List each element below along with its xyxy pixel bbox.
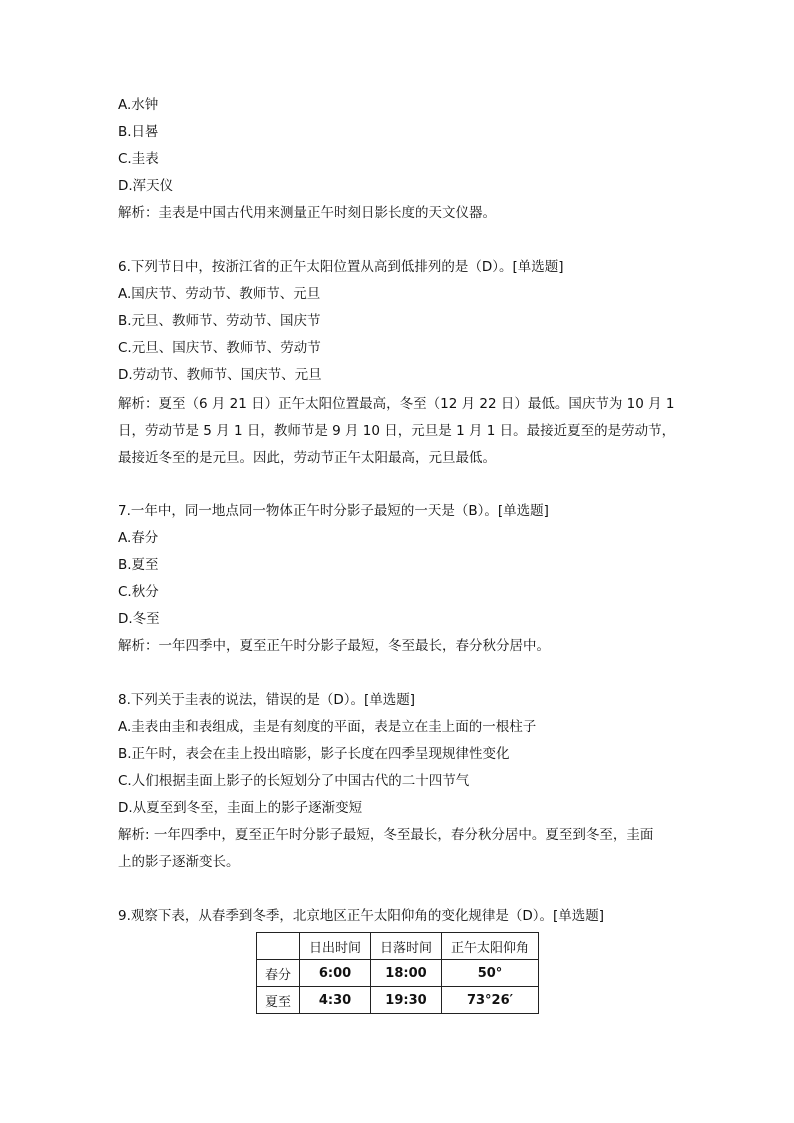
q6-analysis-line-3: 最接近冬至的是元旦。因此，劳动节正午太阳最高，元旦最低。 bbox=[118, 450, 496, 466]
q6-option-c: C.元旦、国庆节、教师节、劳动节 bbox=[118, 340, 321, 356]
q9-stem: 9.观察下表，从春季到冬季，北京地区正午太阳仰角的变化规律是（D）。[单选题] bbox=[118, 908, 605, 924]
table-header-cell: 日落时间 bbox=[371, 933, 442, 960]
q8-option-a: A.圭表由圭和表组成，圭是有刻度的平面，表是立在圭上面的一根柱子 bbox=[118, 719, 537, 735]
q7-analysis: 解析：一年四季中，夏至正午时分影子最短，冬至最长，春分秋分居中。 bbox=[118, 638, 550, 654]
q7-option-b: B.夏至 bbox=[118, 557, 159, 573]
sunrise-sunset-table bbox=[256, 932, 539, 1014]
q6-analysis-line-2: 日，劳动节是 5 月 1 日，教师节是 9 月 10 日，元旦是 1 月 1 日。最接近夏至的是劳动节， bbox=[118, 423, 676, 439]
q8-option-c: C.人们根据圭面上影子的长短划分了中国古代的二十四节气 bbox=[118, 773, 470, 789]
q6-analysis-line-1: 解析：夏至（6 月 21 日）正午太阳位置最高，冬至（12 月 22 日）最低。国庆节为 10 月 1 bbox=[118, 396, 675, 412]
q8-option-b: B.正午时，表会在圭上投出暗影，影子长度在四季呈现规律性变化 bbox=[118, 746, 510, 762]
q5-analysis: 解析：圭表是中国古代用来测量正午时刻日影长度的天文仪器。 bbox=[118, 205, 496, 221]
q6-option-b: B.元旦、教师节、劳动节、国庆节 bbox=[118, 313, 321, 329]
q8-analysis-line-2: 上的影子逐渐变长。 bbox=[118, 854, 240, 870]
table-header-cell: 日出时间 bbox=[300, 933, 371, 960]
q5-option-a: A.水钟 bbox=[118, 97, 159, 113]
q6-option-d: D.劳动节、教师节、国庆节、元旦 bbox=[118, 367, 322, 383]
table-row bbox=[257, 960, 539, 987]
q8-stem: 8.下列关于圭表的说法，错误的是（D）。[单选题] bbox=[118, 692, 416, 708]
table-header-cell bbox=[257, 933, 300, 960]
table-header-row bbox=[257, 933, 539, 960]
q5-option-b: B.日晷 bbox=[118, 124, 159, 140]
q7-option-d: D.冬至 bbox=[118, 611, 160, 627]
table-cell: 春分 bbox=[257, 960, 300, 987]
q6-stem: 6.下列节日中，按浙江省的正午太阳位置从高到低排列的是（D）。[单选题] bbox=[118, 259, 564, 275]
table-cell: 6:00 bbox=[300, 960, 371, 987]
q7-option-c: C.秋分 bbox=[118, 584, 159, 600]
table-header-cell: 正午太阳仰角 bbox=[442, 933, 539, 960]
table-cell: 19:30 bbox=[371, 987, 442, 1014]
q5-option-c: C.圭表 bbox=[118, 151, 159, 167]
table-cell: 4:30 bbox=[300, 987, 371, 1014]
table-cell: 73°26′ bbox=[442, 987, 539, 1014]
table-row bbox=[257, 987, 539, 1014]
q7-stem: 7.一年中，同一地点同一物体正午时分影子最短的一天是（B）。[单选题] bbox=[118, 503, 549, 519]
q6-option-a: A.国庆节、劳动节、教师节、元旦 bbox=[118, 286, 321, 302]
q8-option-d: D.从夏至到冬至，圭面上的影子逐渐变短 bbox=[118, 800, 363, 816]
q8-analysis-line-1: 解析: 一年四季中，夏至正午时分影子最短，冬至最长，春分秋分居中。夏至到冬至，圭面 bbox=[118, 827, 654, 843]
q7-option-a: A.春分 bbox=[118, 530, 159, 546]
table-cell: 18:00 bbox=[371, 960, 442, 987]
table-cell: 50° bbox=[442, 960, 539, 987]
table-cell: 夏至 bbox=[257, 987, 300, 1014]
q5-option-d: D.浑天仪 bbox=[118, 178, 174, 194]
